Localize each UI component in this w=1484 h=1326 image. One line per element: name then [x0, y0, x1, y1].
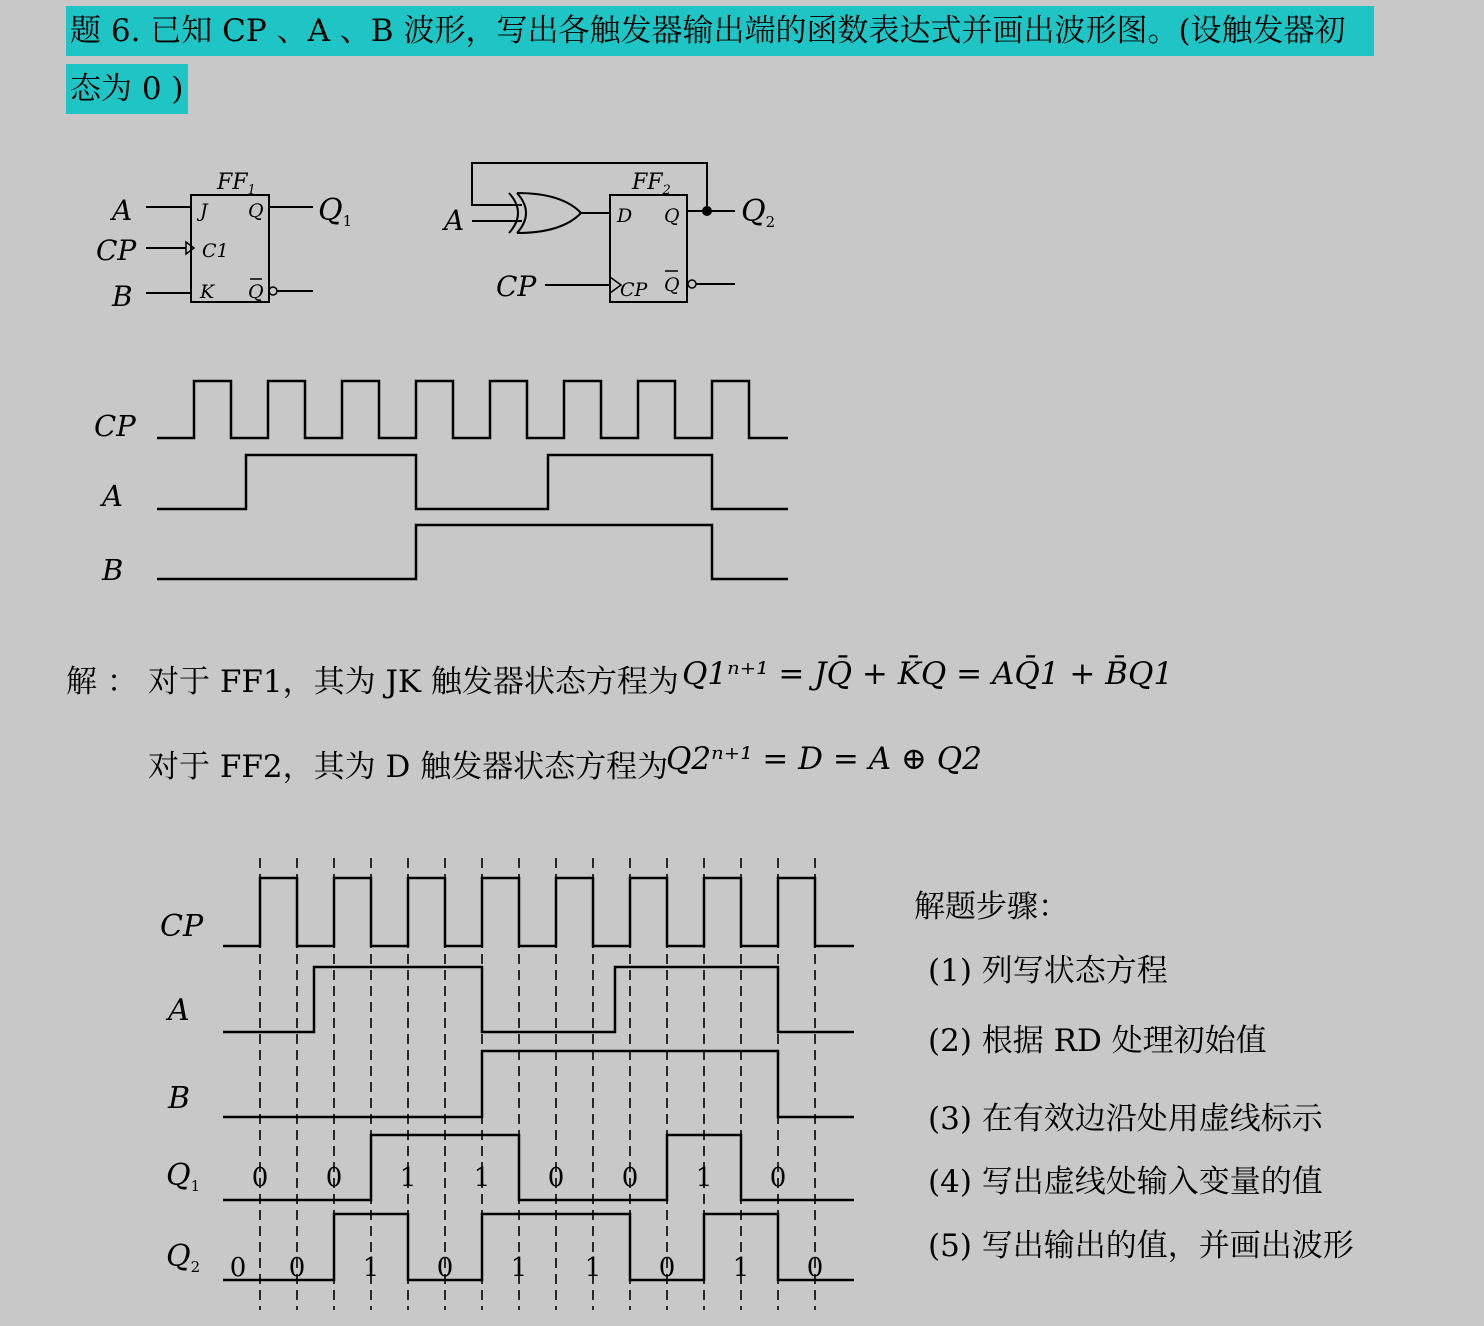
ff2-pin-q: Q [664, 205, 680, 227]
solution-prefix: 解 ： [66, 664, 138, 700]
q2-mark: 1 [732, 1253, 750, 1283]
ff2-pin-d: D [617, 205, 633, 227]
q1-mark: 0 [251, 1163, 269, 1193]
answer-wave-cp [223, 878, 854, 946]
input-wave-cp [157, 381, 788, 438]
q1-mark: 1 [399, 1163, 417, 1193]
answer-waveforms [160, 858, 854, 1310]
step-item: (1) 列写状态方程 [928, 953, 1168, 989]
answer-label-b: B [168, 1081, 191, 1116]
ff2-output-q2: $Q_2$ [741, 194, 776, 231]
ff1-pin-qbar: Q [248, 281, 264, 303]
step-item: (5) 写出输出的值，并画出波形 [928, 1228, 1354, 1264]
q1-mark: 0 [621, 1163, 639, 1193]
steps-title: 解题步骤： [914, 889, 1069, 925]
step-item: (2) 根据 RD 处理初始值 [928, 1023, 1267, 1059]
ff1-pin-j: J [200, 200, 208, 222]
ff1-pin-c1: C1 [202, 240, 229, 262]
input-waveforms [94, 381, 788, 587]
solution-line-1-text: 对于 FF1，其为 JK 触发器状态方程为 [148, 664, 679, 700]
answer-wave-q1 [223, 1135, 854, 1200]
q2-mark: 1 [362, 1253, 380, 1283]
q2-mark: 1 [584, 1253, 602, 1283]
step-item: (4) 写出虚线处输入变量的值 [928, 1164, 1323, 1200]
ff1-input-cp: CP [96, 234, 137, 267]
q1-mark: 0 [769, 1163, 787, 1193]
answer-label-cp: CP [160, 909, 204, 944]
ff2-name: $FF_2$ [632, 170, 671, 198]
q2-mark: 0 [806, 1253, 824, 1283]
q2-mark: 0 [436, 1253, 454, 1283]
input-wave-a [157, 455, 788, 509]
ff1-pin-q: Q [248, 200, 264, 222]
ff1-output-q1: $Q_1$ [318, 193, 353, 230]
input-wave-b [157, 525, 788, 579]
input-label-b: B [102, 553, 124, 587]
ff1-input-a: A [112, 194, 133, 227]
question-line-2: 态为 0 ) [66, 64, 188, 114]
answer-label-a: A [168, 993, 190, 1028]
answer-label-q1: $Q_1$ [166, 1158, 201, 1195]
ff2-input-a: A [444, 204, 465, 237]
answer-label-q2: $Q_2$ [166, 1239, 201, 1276]
ff2-circuit [441, 163, 775, 303]
ff2-pin-cp: CP [620, 279, 648, 301]
step-item: (3) 在有效边沿处用虚线标示 [928, 1101, 1323, 1137]
ff1-input-b: B [112, 280, 133, 313]
ff2-input-cp: CP [496, 270, 537, 303]
q2-mark: 1 [510, 1253, 528, 1283]
answer-wave-q2 [223, 1214, 854, 1280]
ff2-pin-qbar: Q [664, 274, 680, 296]
solution-line-2-text: 对于 FF2，其为 D 触发器状态方程为 [148, 749, 669, 785]
question-line-1: 题 6. 已知 CP 、A 、B 波形，写出各触发器输出端的函数表达式并画出波形图。(设触发器初 [66, 6, 1374, 56]
q1-mark: 1 [473, 1163, 491, 1193]
ff1-circuit [96, 170, 352, 313]
q2-value-marks [230, 1253, 824, 1283]
solution-line-2-equation: Q2ⁿ⁺¹ = D = A ⊕ Q2 [666, 741, 982, 777]
q2-mark: 0 [288, 1253, 306, 1283]
q1-mark: 0 [325, 1163, 343, 1193]
ff1-name: $FF_1$ [217, 170, 256, 198]
q2-mark: 0 [229, 1253, 247, 1283]
input-label-cp: CP [94, 409, 136, 443]
q1-mark: 0 [547, 1163, 565, 1193]
answer-wave-a [223, 967, 854, 1032]
q1-mark: 1 [695, 1163, 713, 1193]
input-label-a: A [102, 479, 123, 513]
edge-dashed-lines [260, 858, 815, 1310]
solution-line-1-equation: Q1ⁿ⁺¹ = JQ̄ + K̄Q = AQ̄1 + B̄Q1 [682, 656, 1174, 692]
answer-wave-b [223, 1051, 854, 1117]
q2-mark: 0 [658, 1253, 676, 1283]
ff1-pin-k: K [200, 281, 215, 303]
